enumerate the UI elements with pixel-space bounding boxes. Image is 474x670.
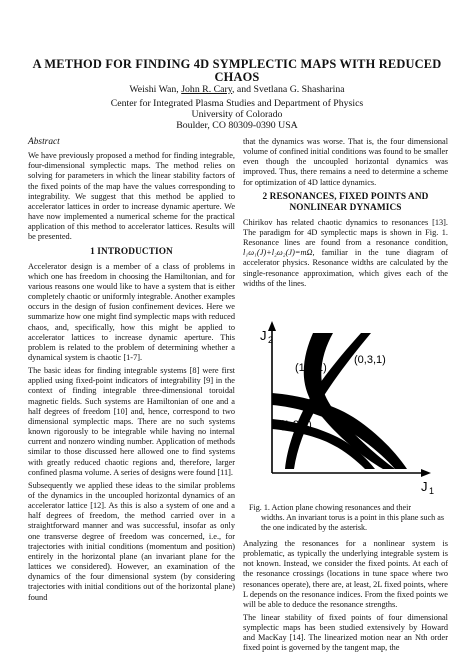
label-1-2-1: (1,2,1) <box>295 361 327 374</box>
x-axis-label: J <box>421 478 428 494</box>
abstract-text: We have previously proposed a method for finding integrable, four-dimensional symplectic maps. The method relies on solving for parameters in which the linear stability factors of the fixed points of the map have the values corresponding to integrability. We suggest that this method be applied to accelerator lattices in order to increase dynamic aperture. We have now implemented a numerical scheme for the practical application of this method to accelerator lattices. Results will be presented. <box>28 151 235 242</box>
left-column <box>28 137 235 606</box>
section-2-text-b: , familiar in the tune diagram of accelerator physics. Resonance widths are calculated by the single-resonance approximation, which gives each of the widths of the lines. <box>243 248 448 288</box>
label-1-2-0: (1,2,0) <box>280 418 312 431</box>
right-paragraph-2: Analyzing the resonances for a nonlinear system is problematic, as typically the underlying integrable system is not known. Instead, we consider the fixed points. At each of the resonance crossings (locations in tune space where two resonances operate), there are, at least, 2L fixed points, where L depends on the resonance indices. From the fixed points we will be able to deduce the resonance strengths. <box>243 538 448 609</box>
y-axis-arrow <box>268 321 276 331</box>
y-axis-subscript: 2 <box>268 334 274 345</box>
y-axis-label: J <box>260 327 267 343</box>
caption-body: widths. An invariant torus is a point in this plane such as the one indicated by the asterisk. <box>261 512 444 532</box>
section-2-text-a: Chirikov has related chaotic dynamics to resonances [13]. The paradigm for 4D symplectic maps is shown in Fig. 1. Resonance lines are found from a resonance condition, <box>243 217 448 248</box>
author-line <box>28 84 446 96</box>
resonance-diagram <box>243 293 448 501</box>
author-1: Weishi Wan, <box>129 84 182 95</box>
author-2-link[interactable]: John R. Cary <box>181 84 233 95</box>
section-2-paragraph-1 <box>243 218 448 289</box>
x-axis-subscript: 1 <box>429 485 435 496</box>
resonance-equation: l₁ω₁(J)+l₂ω₂(J)=mΩ <box>243 248 313 258</box>
section-1-heading: 1 INTRODUCTION <box>90 246 173 257</box>
figure-1 <box>243 293 448 501</box>
affiliation-line-1: Center for Integrated Plasma Studies and Department of Physics <box>110 98 364 109</box>
abstract-heading: Abstract <box>28 137 60 147</box>
label-0-3-1: (0,3,1) <box>354 353 386 366</box>
right-paragraph-3: The linear stability of fixed points of four dimensional symplectic maps has been studied extensively by Howard and MacKay [14]. The linearized motion near an Nth order fixed point is governed by the tangent map, the <box>243 612 448 653</box>
affiliation-line-2: University of Colorado <box>191 109 283 120</box>
section-2-heading: 2 RESONANCES, FIXED POINTS AND NONLINEAR DYNAMICS <box>262 191 429 213</box>
intro-paragraph-1: Accelerator design is a member of a class of problems in which one has freedom in choosing the Hamiltonian, and for various reasons one would like to have a system that is either completely chaotic or uniformly integrable. Another examples occurs in the design of fusion confinement devices. Here we summarize how one might find symplectic maps with reduced chaos, and, specifically, how this might be applied to accelerator lattices to increase dynamic aperture. This problem is related to the problem of determining whether a dynamical system is chaotic [1-7]. <box>28 261 235 362</box>
intro-paragraph-3: Subsequently we applied these ideas to the similar problems of the dynamics in the uncoupled horizontal dynamics of an accelerator lattice [12]. As this is also a system of one and a half degrees of freedom, the method carried over in a straightforward manner and was successful, insofar as only one transverse degree of freedom was concerned, i.e., for trajectories with initial conditions (momentum and position) entirely in the horizontal plane (an invariant plane for the lattices we considered). However, an examination of the dynamics of the four dimensional system (by considering trajectories with initial conditions out of the horizontal plane) found <box>28 480 235 602</box>
x-axis-arrow <box>421 469 431 477</box>
author-3: , and Svetlana G. Shasharina <box>232 84 345 95</box>
paper-title: A METHOD FOR FINDING 4D SYMPLECTIC MAPS WITH REDUCED CHAOS <box>32 57 442 84</box>
right-paragraph-0: that the dynamics was worse. That is, the four dimensional volume of confined initial conditions was found to be smaller even though the uncoupled horizontal dynamics was improved. Thus, there remains a need to determine a scheme for optimization of 4D lattice dynamics. <box>243 137 448 187</box>
right-column <box>243 137 448 657</box>
figure-1-caption <box>243 503 448 533</box>
affiliation <box>28 98 446 131</box>
caption-lead: Fig. 1. Action plane chowing resonances and their <box>249 502 412 512</box>
intro-paragraph-2: The basic ideas for finding integrable systems [8] were first applied using fixed-point indicators of integrability [9] in the context of finding integrable three-dimensional toroidal magnetic fields. Such systems are Hamiltonian of one and a half degrees of freedom [10] and, hence, correspond to two dimensional symplectic maps. There are no such systems known rigorously to be integrable while having no internal current and nonzero winding number. Application of methods similar to those discussed here allowed one to find systems with greatly reduced chaotic regions and, therefore, larger confined plasma volume. A series of designs were found [11]. <box>28 366 235 477</box>
affiliation-line-3: Boulder, CO 80309-0390 USA <box>176 120 298 131</box>
